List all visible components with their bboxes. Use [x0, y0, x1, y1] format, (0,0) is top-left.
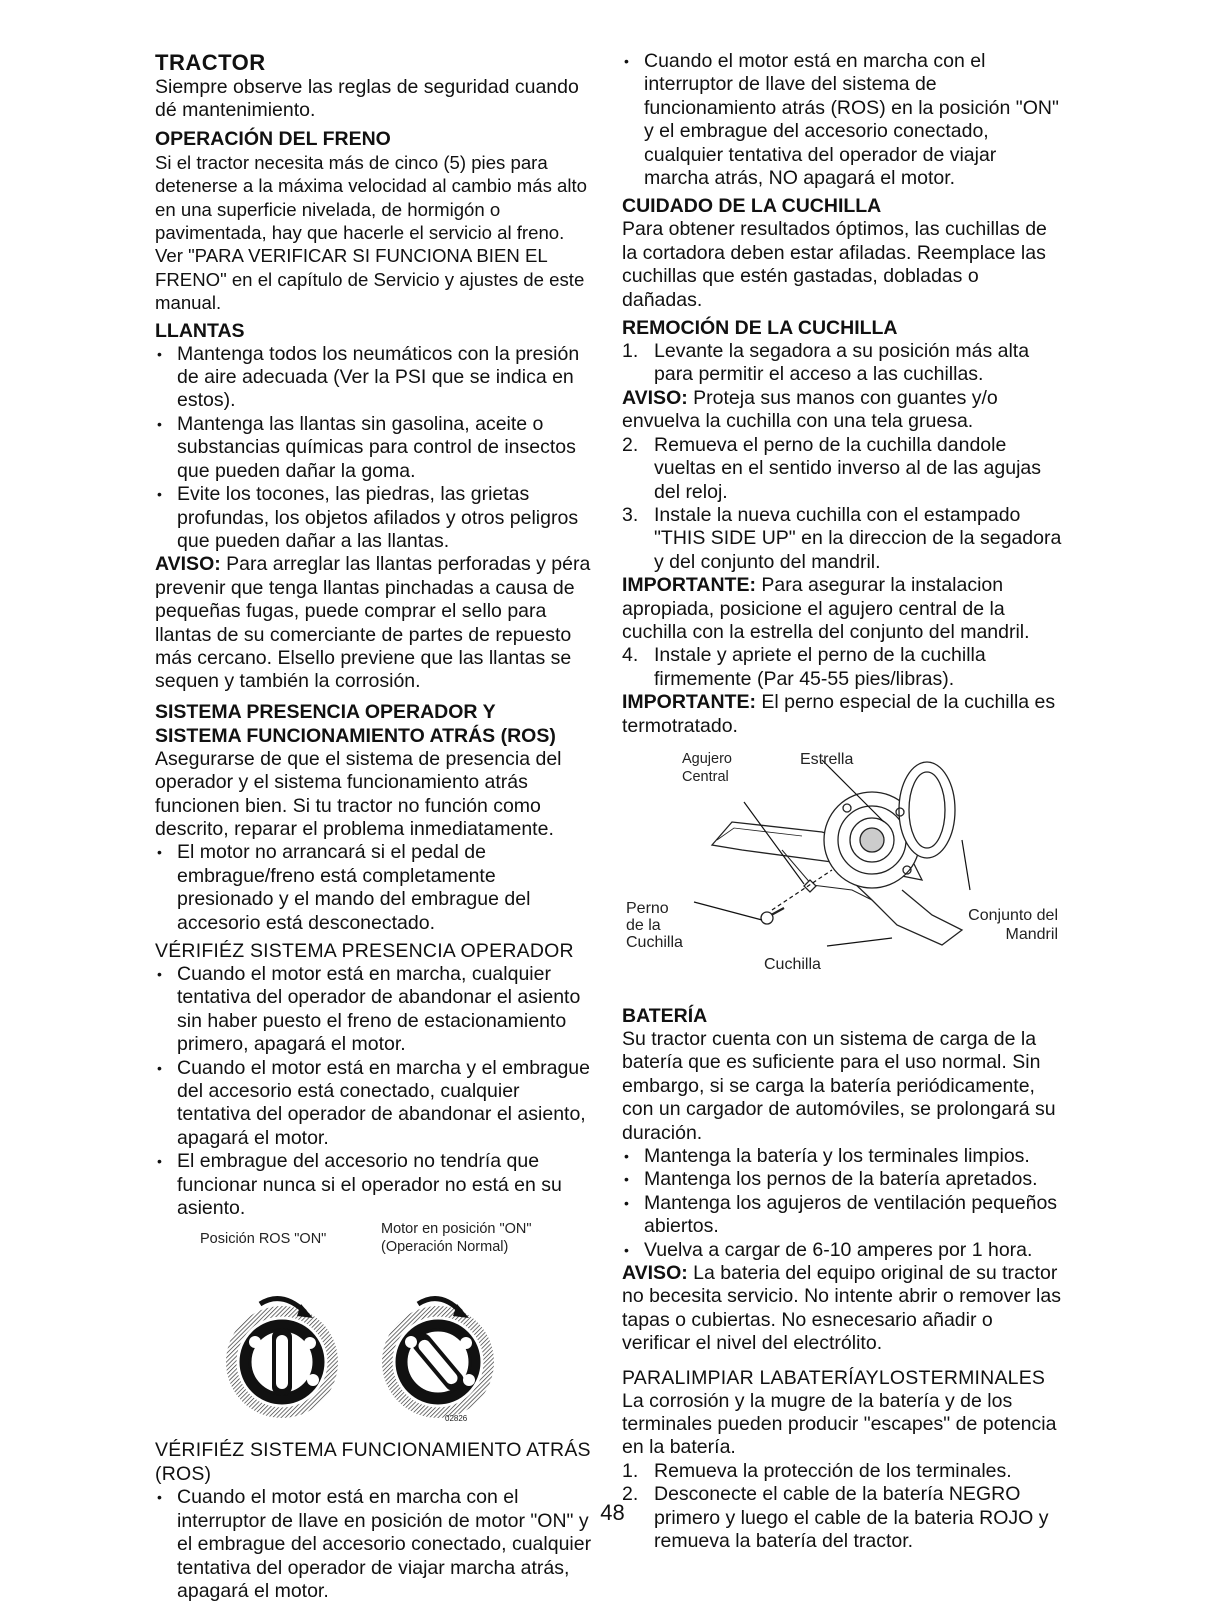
- list-item: • Mantenga las llantas sin gasolina, aceite o substancias químicas para control de insectos que pueden dañar la goma.: [155, 413, 595, 483]
- left-column: [155, 50, 595, 1604]
- tires-list: [155, 343, 595, 554]
- ignition-switch-illustration: [155, 1242, 595, 1428]
- blade-label: Cuchilla: [764, 955, 821, 973]
- presence-heading: VÉRIFIÉZ SISTEMA PRESENCIA OPERADOR: [155, 940, 574, 962]
- motor-switch-icon: [382, 1299, 494, 1418]
- list-item: 3. Instale la nueva cuchilla con el estampado "THIS SIDE UP" en la direccion de la segadora y del conjunto del mandril.: [622, 503, 1062, 573]
- step-text: Instale la nueva cuchilla con el estampado "THIS SIDE UP" en la direccion de la segadora y del conjunto del mandril.: [654, 503, 1062, 573]
- blade-removal-heading: REMOCIÓN DE LA CUCHILLA: [622, 317, 898, 340]
- notice-text: Proteja sus manos con guantes y/o envuelva la cuchilla con una tela gruesa.: [622, 386, 998, 433]
- blade-notice: [622, 387, 1062, 434]
- important-text: Para asegurar la instalacion apropiada, posicione el agujero central de la cuchilla con la estrella del conjunto del mandril.: [622, 574, 1030, 643]
- tractor-heading: TRACTOR: [155, 50, 266, 75]
- list-item: • Cuando el motor está en marcha con el interruptor de llave en posición de motor "ON" y el embrague del accesorio conectado, cualquier tentativa del operador de viajar marcha atrás, apagará el motor.: [155, 1486, 595, 1603]
- list-item: • Evite los tocones, las piedras, las grietas profundas, los objetos afilados y otros peligros que pueden dañar a las llantas.: [155, 483, 595, 553]
- reverse-list-continued: [622, 50, 1062, 190]
- list-item: • El embrague del accesorio no tendría que funcionar nunca si el operador no está en su asiento.: [155, 1150, 595, 1220]
- step-text: Remueva la protección de los terminales.: [654, 1459, 1012, 1482]
- step-text: Levante la segadora a su posición más alta para permitir el acceso a las cuchillas.: [654, 340, 1030, 386]
- blade-removal-steps-3: [622, 644, 1062, 691]
- list-item: 2. Desconecte el cable de la batería NEGRO primero y luego el cable de la bateria ROJO y remueva la batería del tractor.: [622, 1483, 1049, 1553]
- list-item: 1. Levante la segadora a su posición más alta para permitir el acceso a las cuchillas.: [622, 340, 1030, 386]
- presence-list: [155, 963, 595, 1220]
- blade-assembly-illustration: [622, 750, 1062, 1000]
- blade-removal-steps: [622, 340, 1062, 387]
- important-note-1: [622, 574, 1062, 644]
- blade-assembly-figure: [622, 750, 1062, 1000]
- notice-label: AVISO:: [622, 1262, 688, 1285]
- central-hole-label: Agujero Central: [682, 750, 732, 785]
- list-item: • Cuando el motor está en marcha con el interruptor de llave del sistema de funcionamiento atrás (ROS) en la posición "ON" y el embrague del accesorio conectado, cualquier tentativa del operador de viajar marcha atrás, NO apagará el motor.: [622, 50, 1062, 190]
- list-item: • El motor no arrancará si el pedal de embrague/freno está completamente presionado y el mando del embrague del accesorio está desconectado.: [155, 841, 595, 935]
- step-text: Instale y apriete el perno de la cuchilla firmemente (Par 45-55 pies/libras).: [654, 644, 986, 690]
- page-number: 48: [600, 1500, 625, 1525]
- list-item: • Vuelva a cargar de 6-10 amperes por 1 hora.: [622, 1239, 1062, 1262]
- battery-cleaning-heading: PARALIMPIAR LABATERÍAYLOSTERMINALES: [622, 1366, 1046, 1389]
- ros-text: Asegurarse de que el sistema de presencia del operador y el sistema funcionamiento atrás funcionen bien. Si tu tractor no función como descrito, reparar el problema inmediatamente.: [155, 747, 562, 840]
- step-text: Remueva el perno de la cuchilla dandole vueltas en el sentido inverso al de las agujas del reloj.: [654, 433, 1041, 503]
- notice-label: AVISO:: [155, 553, 221, 576]
- list-item: • Cuando el motor está en marcha y el embrague del accesorio está conectado, cualquier tentativa del operador de abandonar el asiento, apagará el motor.: [155, 1057, 595, 1151]
- step-text: Desconecte el cable de la batería NEGRO primero y luego el cable de la bateria ROJO y remueva la batería del tractor.: [654, 1483, 1049, 1553]
- ignition-switch-figure: [155, 1221, 595, 1428]
- battery-list: [622, 1145, 1062, 1262]
- ros-heading-2: SISTEMA FUNCIONAMIENTO ATRÁS (ROS): [155, 724, 556, 747]
- list-item: 2. Remueva el perno de la cuchilla dandole vueltas en el sentido inverso al de las agujas del reloj.: [622, 433, 1041, 503]
- notice-text: Para arreglar las llantas perforadas y péra prevenir que tenga llantas pinchadas a causa de pequeñas fugas, puede comprar el sello para llantas de su comerciante de partes de repuesto más cercano. Elsello previene que las llantas se sequen y también la corrosión.: [155, 553, 591, 693]
- reverse-heading: VÉRIFIÉZ SISTEMA FUNCIONAMIENTO ATRÁS (ROS): [155, 1439, 591, 1486]
- list-item: 4. Instale y apriete el perno de la cuchilla firmemente (Par 45-55 pies/libras).: [622, 644, 986, 690]
- battery-cleaning-text: La corrosión y la mugre de la batería y de los terminales pueden producir "escapes" de potencia en la batería.: [622, 1389, 1057, 1459]
- tires-heading: LLANTAS: [155, 319, 245, 342]
- list-item: • Mantenga los agujeros de ventilación pequeños abiertos.: [622, 1192, 1062, 1239]
- important-note-2: [622, 691, 1062, 738]
- figure-code: 02826: [445, 1414, 468, 1424]
- brake-text: Si el tractor necesita más de cinco (5) pies para detenerse a la máxima velocidad al cambio más alto en una superficie nivelada, de hormigón o pavimentada, hay que hacerle el servicio al freno. Ver "PARA VERIFICAR SI FUNCIONA BIEN EL FRENO" en el capítulo de Servicio y ajustes de este manual.: [155, 151, 588, 314]
- list-item: • Mantenga todos los neumáticos con la presión de aire adecuada (Ver la PSI que se indica en estos).: [155, 343, 595, 413]
- tires-notice: [155, 553, 595, 693]
- list-item: • Mantenga los pernos de la batería apretados.: [622, 1168, 1062, 1191]
- star-label: Estrella: [800, 750, 854, 768]
- list-item: 1. Remueva la protección de los terminales.: [622, 1459, 1012, 1482]
- ros-heading-1: SISTEMA PRESENCIA OPERADOR Y: [155, 700, 496, 723]
- right-column: [622, 50, 1062, 1554]
- notice-label: AVISO:: [622, 386, 688, 409]
- blade-care-text: Para obtener resultados óptimos, las cuchillas de la cortadora deben estar afiladas. Reemplace las cuchillas que estén gastadas, dobladas o dañadas.: [622, 218, 1047, 311]
- motor-on-caption: Motor en posición "ON" (Operación Normal): [381, 1221, 532, 1256]
- blade-removal-steps-2: [622, 434, 1062, 574]
- battery-text: Su tractor cuenta con un sistema de carga de la batería que es suficiente para el uso normal. Sin embargo, si se carga la batería periódicamente, con un cargador de automóviles, se prolongará su duración.: [622, 1027, 1056, 1144]
- list-item: • Cuando el motor está en marcha, cualquier tentativa del operador de abandonar el asiento sin haber puesto el freno de estacionamiento primero, apagará el motor.: [155, 963, 595, 1057]
- spindle-assembly-label: Conjunto del Mandril: [968, 906, 1058, 943]
- ros-switch-icon: [226, 1299, 338, 1418]
- battery-heading: BATERÍA: [622, 1004, 708, 1027]
- ros-on-caption: Posición ROS "ON": [200, 1231, 327, 1248]
- brake-heading: OPERACIÓN DEL FRENO: [155, 127, 391, 150]
- list-item: • Mantenga la batería y los terminales limpios.: [622, 1145, 1062, 1168]
- important-label: IMPORTANTE:: [622, 574, 756, 597]
- blade-care-heading: CUIDADO DE LA CUCHILLA: [622, 195, 882, 218]
- notice-text: La bateria del equipo original de su tractor no becesita servicio. No intente abrir o remover las tapas o cubiertas. No esnecesario añadir o verificar el nivel del electrólito.: [622, 1262, 1061, 1355]
- important-text: El perno especial de la cuchilla es termotratado.: [622, 691, 1056, 737]
- tractor-text: Siempre observe las reglas de seguridad cuando dé mantenimiento.: [155, 76, 579, 122]
- important-label: IMPORTANTE:: [622, 691, 756, 714]
- ros-list: [155, 841, 595, 935]
- blade-bolt-label: Perno de la Cuchilla: [626, 899, 683, 951]
- battery-notice: [622, 1262, 1062, 1356]
